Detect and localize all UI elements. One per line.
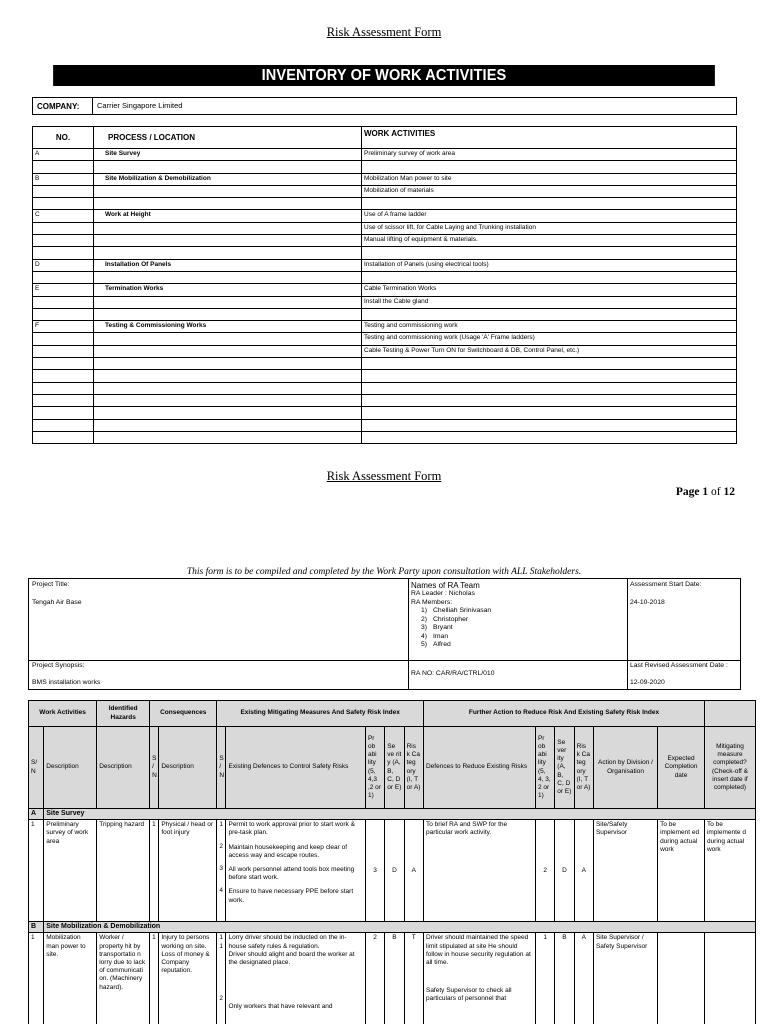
col-process-header: PROCESS / LOCATION	[94, 127, 362, 149]
ra-member	[411, 616, 624, 625]
page-number	[676, 486, 735, 498]
inventory-row	[33, 161, 737, 173]
page-of: of	[711, 486, 721, 498]
inventory-row	[33, 271, 737, 283]
ra-member-name: Iman	[433, 632, 449, 640]
ra-member-number: 1)	[421, 607, 428, 614]
inventory-no: E	[33, 284, 94, 296]
inventory-no: B	[33, 173, 94, 185]
ra-header-row-1	[29, 701, 756, 727]
inventory-no	[33, 431, 94, 443]
further-defence-item: Driver should maintained the speed limit stipulated at site He should follow in house security regulation at all time.	[425, 934, 531, 967]
ra-member-number: 2)	[421, 615, 428, 623]
mitigating-value	[704, 933, 755, 1024]
project-title-value: Tengah Air Base	[32, 598, 82, 606]
section-letter: B	[29, 922, 44, 933]
inventory-row	[33, 321, 737, 333]
revised-date-value: 12-09-2020	[630, 678, 665, 686]
ra-member-name: Bryant	[433, 624, 453, 631]
form-header-title: Risk Assessment Form	[326, 25, 442, 39]
ra-member-number: 5)	[421, 641, 428, 648]
inventory-work: Mobilization of materials	[362, 185, 737, 197]
inventory-no	[33, 222, 94, 234]
risk-category-value-2: A	[574, 933, 593, 1024]
inventory-work	[362, 370, 737, 382]
ra-team-label: Names of RA Team	[411, 581, 480, 590]
hazard-description: Worker / property hit by transportatio n lorry due to lack of communicati on. (Machinery hazard).	[97, 933, 150, 1024]
inventory-work: Testing and commissioning work (Usage 'A' Frame ladders)	[362, 333, 737, 345]
inventory-work	[362, 394, 737, 406]
h-probability: Pr ob abi lity (5, 4,3 ,2 or 1)	[365, 727, 384, 809]
inventory-work	[362, 247, 737, 259]
inventory-no	[33, 394, 94, 406]
inventory-work	[362, 358, 737, 370]
inventory-process	[94, 333, 362, 345]
inventory-row	[33, 235, 737, 247]
probability-value-2: 2	[535, 820, 554, 922]
inventory-no: C	[33, 210, 94, 222]
inventory-process: Testing & Commissioning Works	[94, 321, 362, 333]
h-defence-sn: S / N	[217, 727, 226, 809]
inventory-work	[362, 308, 737, 320]
inventory-no: D	[33, 259, 94, 271]
form-footer-title: Risk Assessment Form	[326, 469, 442, 483]
defence-number: 1	[219, 934, 223, 942]
defence-item: Permit to work approval prior to start work & pre-task plan.	[228, 821, 355, 837]
ra-member-name: Alfred	[433, 641, 451, 648]
inventory-row	[33, 358, 737, 370]
hazard-description: Tripping hazard	[97, 820, 150, 922]
defence-list	[226, 933, 365, 1024]
inventory-process	[94, 345, 362, 357]
h-identified-hazards: Identified Hazards	[97, 701, 150, 727]
start-date-value: 24-10-2018	[630, 598, 665, 606]
page-label: Page	[675, 486, 700, 498]
severity-value: B	[385, 933, 404, 1024]
severity-value: D	[385, 820, 404, 922]
inventory-no	[33, 382, 94, 394]
h-work-activities: Work Activities	[29, 701, 97, 727]
start-date-label: Assessment Start Date:	[630, 581, 702, 588]
company-value: Carrier Singapore Limited	[97, 101, 183, 110]
inventory-no	[33, 370, 94, 382]
inventory-work	[362, 382, 737, 394]
activity-description: Mobilization man power to site.	[44, 933, 97, 1024]
inventory-process	[94, 419, 362, 431]
ra-header-row-2	[29, 727, 756, 809]
inventory-work	[362, 271, 737, 283]
inventory-no	[33, 345, 94, 357]
revised-date-label: Last Revised Assessment Date :	[630, 662, 728, 669]
inventory-row	[33, 296, 737, 308]
inventory-row	[33, 198, 737, 210]
defence-item: Lorry driver should be inducted on the in-house safety rules & regulation.	[228, 934, 347, 950]
inventory-row	[33, 284, 737, 296]
action-by-value: Site Supervisor / Safety Supervisor	[593, 933, 657, 1024]
inventory-process	[94, 198, 362, 210]
risk-assessment-table	[28, 700, 756, 1024]
page-total: 12	[723, 486, 735, 498]
inventory-process	[94, 407, 362, 419]
h-hazard-description: Description	[97, 727, 150, 809]
inventory-row	[33, 431, 737, 443]
further-defence-item: To brief RA and SWP for the particular work activity.	[425, 821, 508, 837]
h-further-action: Further Action to Reduce Risk And Existing Safety Risk Index	[423, 701, 704, 727]
ra-leader: RA Leader : Nicholas	[411, 590, 475, 597]
expected-date-value: To be implement ed during actual work	[658, 820, 705, 922]
defence-number: 1	[219, 942, 223, 950]
consequence-sn: 1	[150, 933, 159, 1024]
project-title-label: Project Title:	[32, 581, 70, 588]
inventory-row	[33, 333, 737, 345]
inventory-process	[94, 370, 362, 382]
probability-value: 2	[365, 933, 384, 1024]
section-letter: A	[29, 809, 44, 820]
activity-description: Preliminary survey of work area	[44, 820, 97, 922]
ra-number: RA NO: CAR/RA/CTRL/010	[411, 670, 495, 677]
inventory-no	[33, 407, 94, 419]
inventory-row	[33, 247, 737, 259]
ra-members-list	[411, 607, 624, 650]
project-info-box	[28, 578, 741, 690]
section-title: Site Mobilization & Demobilization	[44, 922, 756, 933]
col-work-header: WORK ACTIVITIES	[362, 127, 737, 149]
inventory-no: A	[33, 149, 94, 161]
inventory-process: Site Survey	[94, 149, 362, 161]
inventory-process: Termination Works	[94, 284, 362, 296]
inventory-no: F	[33, 321, 94, 333]
inventory-row	[33, 419, 737, 431]
ra-member-name: Chelliah Srinivasan	[433, 607, 492, 614]
inventory-work: Install the Cable gland	[362, 296, 737, 308]
h-description: Description	[44, 727, 97, 809]
inventory-work: Cable Testing & Power Turn ON for Switchboard & DB, Control Panel, etc.)	[362, 345, 737, 357]
h-severity-2: Se ver ity (A, B, C, D or E)	[555, 727, 574, 809]
defence-number: 4	[219, 887, 223, 895]
risk-category-value: T	[404, 933, 423, 1024]
activity-sn: 1	[29, 933, 44, 1024]
defence-item: Driver should alight and board the worker at the designated place.	[228, 950, 355, 967]
inventory-row	[33, 394, 737, 406]
inventory-process	[94, 308, 362, 320]
ra-member	[411, 633, 624, 642]
inventory-process	[94, 431, 362, 443]
inventory-row	[33, 259, 737, 271]
defence-numbers	[217, 933, 226, 1024]
probability-value-2: 1	[535, 933, 554, 1024]
ra-member-name: Christopher	[433, 615, 469, 623]
ra-member	[411, 624, 624, 633]
inventory-row	[33, 382, 737, 394]
inventory-no	[33, 419, 94, 431]
h-defences-reduce: Defences to Reduce Existing Risks	[423, 727, 535, 809]
inventory-row	[33, 173, 737, 185]
synopsis-value: BMS installation works	[32, 678, 101, 686]
inventory-work: Installation of Panels (using electrical tools)	[362, 259, 737, 271]
inventory-work	[362, 407, 737, 419]
inventory-work: Mobilization Man power to site	[362, 173, 737, 185]
inventory-work: Use of scissor lift, for Cable Laying and Trunking installation	[362, 222, 737, 234]
inventory-no	[33, 247, 94, 259]
defence-number: 2	[219, 843, 223, 851]
inventory-work: Preliminary survey of work area	[362, 149, 737, 161]
inventory-row	[33, 345, 737, 357]
inventory-no	[33, 333, 94, 345]
risk-category-value-2: A	[574, 820, 593, 922]
inventory-process	[94, 271, 362, 283]
mitigating-value: To be implemente d during actual work	[704, 820, 755, 922]
inventory-process	[94, 296, 362, 308]
h-probability-2: Pr ob abi lity (5, 4, 3, 2 or 1)	[535, 727, 554, 809]
inventory-work: Cable Termination Works	[362, 284, 737, 296]
defence-list	[226, 820, 365, 922]
inventory-process	[94, 185, 362, 197]
inventory-work	[362, 198, 737, 210]
inventory-row	[33, 308, 737, 320]
defence-number: 1	[219, 821, 223, 829]
inventory-process	[94, 247, 362, 259]
severity-value-2: D	[555, 820, 574, 922]
inventory-work	[362, 431, 737, 443]
section-row	[29, 922, 756, 933]
ra-member-number: 3)	[421, 624, 428, 631]
inventory-process: Work at Height	[94, 210, 362, 222]
synopsis-label: Project Synopsis:	[32, 662, 85, 669]
h-consequence-description: Description	[159, 727, 217, 809]
defence-item: Maintain housekeeping and keep clear of access way and escape routes.	[228, 843, 348, 859]
inventory-process	[94, 222, 362, 234]
further-defence-item: Safety Supervisor to check all particulars of personnel that	[425, 987, 512, 1003]
inventory-process	[94, 358, 362, 370]
inventory-no	[33, 358, 94, 370]
inventory-process	[94, 382, 362, 394]
section-row	[29, 809, 756, 820]
defence-number: 2	[219, 994, 223, 1002]
inventory-process: Installation Of Panels	[94, 259, 362, 271]
ra-member	[411, 607, 624, 616]
inventory-no	[33, 271, 94, 283]
inventory-row	[33, 185, 737, 197]
company-label: COMPANY:	[33, 98, 93, 114]
col-no-header: NO.	[33, 127, 94, 149]
h-existing-defences: Existing Defences to Control Safety Risks	[226, 727, 365, 809]
inventory-work: Use of A frame ladder	[362, 210, 737, 222]
h-risk-category-2: Ris k Ca teg ory (I, T or A)	[574, 727, 593, 809]
h-sn: S/ N	[29, 727, 44, 809]
risk-row	[29, 820, 756, 922]
inventory-row	[33, 370, 737, 382]
defence-item: Ensure to have necessary PPE before start work.	[228, 888, 354, 904]
page-current: 1	[702, 486, 709, 498]
h-severity: Se ve rit y (A, B, C, D or E)	[385, 727, 404, 809]
inventory-row	[33, 210, 737, 222]
consequence-sn: 1	[150, 820, 159, 922]
further-defences	[423, 820, 535, 922]
inventory-process	[94, 235, 362, 247]
defence-item: Only workers that have relevant and	[228, 1003, 333, 1011]
probability-value: 3	[365, 820, 384, 922]
h-consequences: Consequences	[150, 701, 217, 727]
company-row	[32, 97, 737, 115]
h-risk-category: Ris k Ca teg ory (I, T or A)	[404, 727, 423, 809]
inventory-process	[94, 394, 362, 406]
consultation-note: This form is to be compiled and completed by the Work Party upon consultation with ALL Stakeholders.	[186, 567, 582, 577]
inventory-no	[33, 161, 94, 173]
inventory-no	[33, 235, 94, 247]
inventory-no	[33, 198, 94, 210]
inventory-row	[33, 222, 737, 234]
inventory-table	[32, 126, 737, 444]
expected-date-value	[658, 933, 705, 1024]
risk-category-value: A	[404, 820, 423, 922]
inventory-no	[33, 296, 94, 308]
section-title: Site Survey	[44, 809, 756, 820]
action-by-value: Site/Safety Supervisor	[593, 820, 657, 922]
h-existing-measures: Existing Mitigating Measures And Safety Risk Index	[217, 701, 424, 727]
ra-members-label: RA Members:	[411, 598, 453, 606]
inventory-row	[33, 407, 737, 419]
consequence-description: Injury to persons working on site. Loss of money & Company reputation.	[159, 933, 217, 1024]
defence-item: All work personnel attend tools box meeting before start work.	[228, 866, 355, 882]
ra-member-number: 4)	[421, 632, 428, 640]
h-mitigating-completed: Mitigating measure completed? (Check-off & insert date if completed)	[704, 727, 755, 809]
activity-sn: 1	[29, 820, 44, 922]
h-action-by: Action by Division / Organisation	[593, 727, 657, 809]
severity-value-2: B	[555, 933, 574, 1024]
inventory-header-row	[33, 127, 737, 149]
h-expected-date: Expected Completion date	[658, 727, 705, 809]
defence-numbers	[217, 820, 226, 922]
defence-number: 3	[219, 865, 223, 873]
inventory-no	[33, 185, 94, 197]
inventory-no	[33, 308, 94, 320]
risk-row	[29, 933, 756, 1024]
inventory-banner: INVENTORY OF WORK ACTIVITIES	[53, 65, 715, 86]
further-defences	[423, 933, 535, 1024]
inventory-row	[33, 149, 737, 161]
inventory-work: Manual lifting of equipment & materials.	[362, 235, 737, 247]
inventory-work: Testing and commissioning work	[362, 321, 737, 333]
inventory-process: Site Mobilization & Demobilization	[94, 173, 362, 185]
ra-member	[411, 641, 624, 650]
h-consequence-sn: S / N	[150, 727, 159, 809]
inventory-work	[362, 419, 737, 431]
inventory-process	[94, 161, 362, 173]
consequence-description: Physical / head or foot injury	[159, 820, 217, 922]
inventory-work	[362, 161, 737, 173]
